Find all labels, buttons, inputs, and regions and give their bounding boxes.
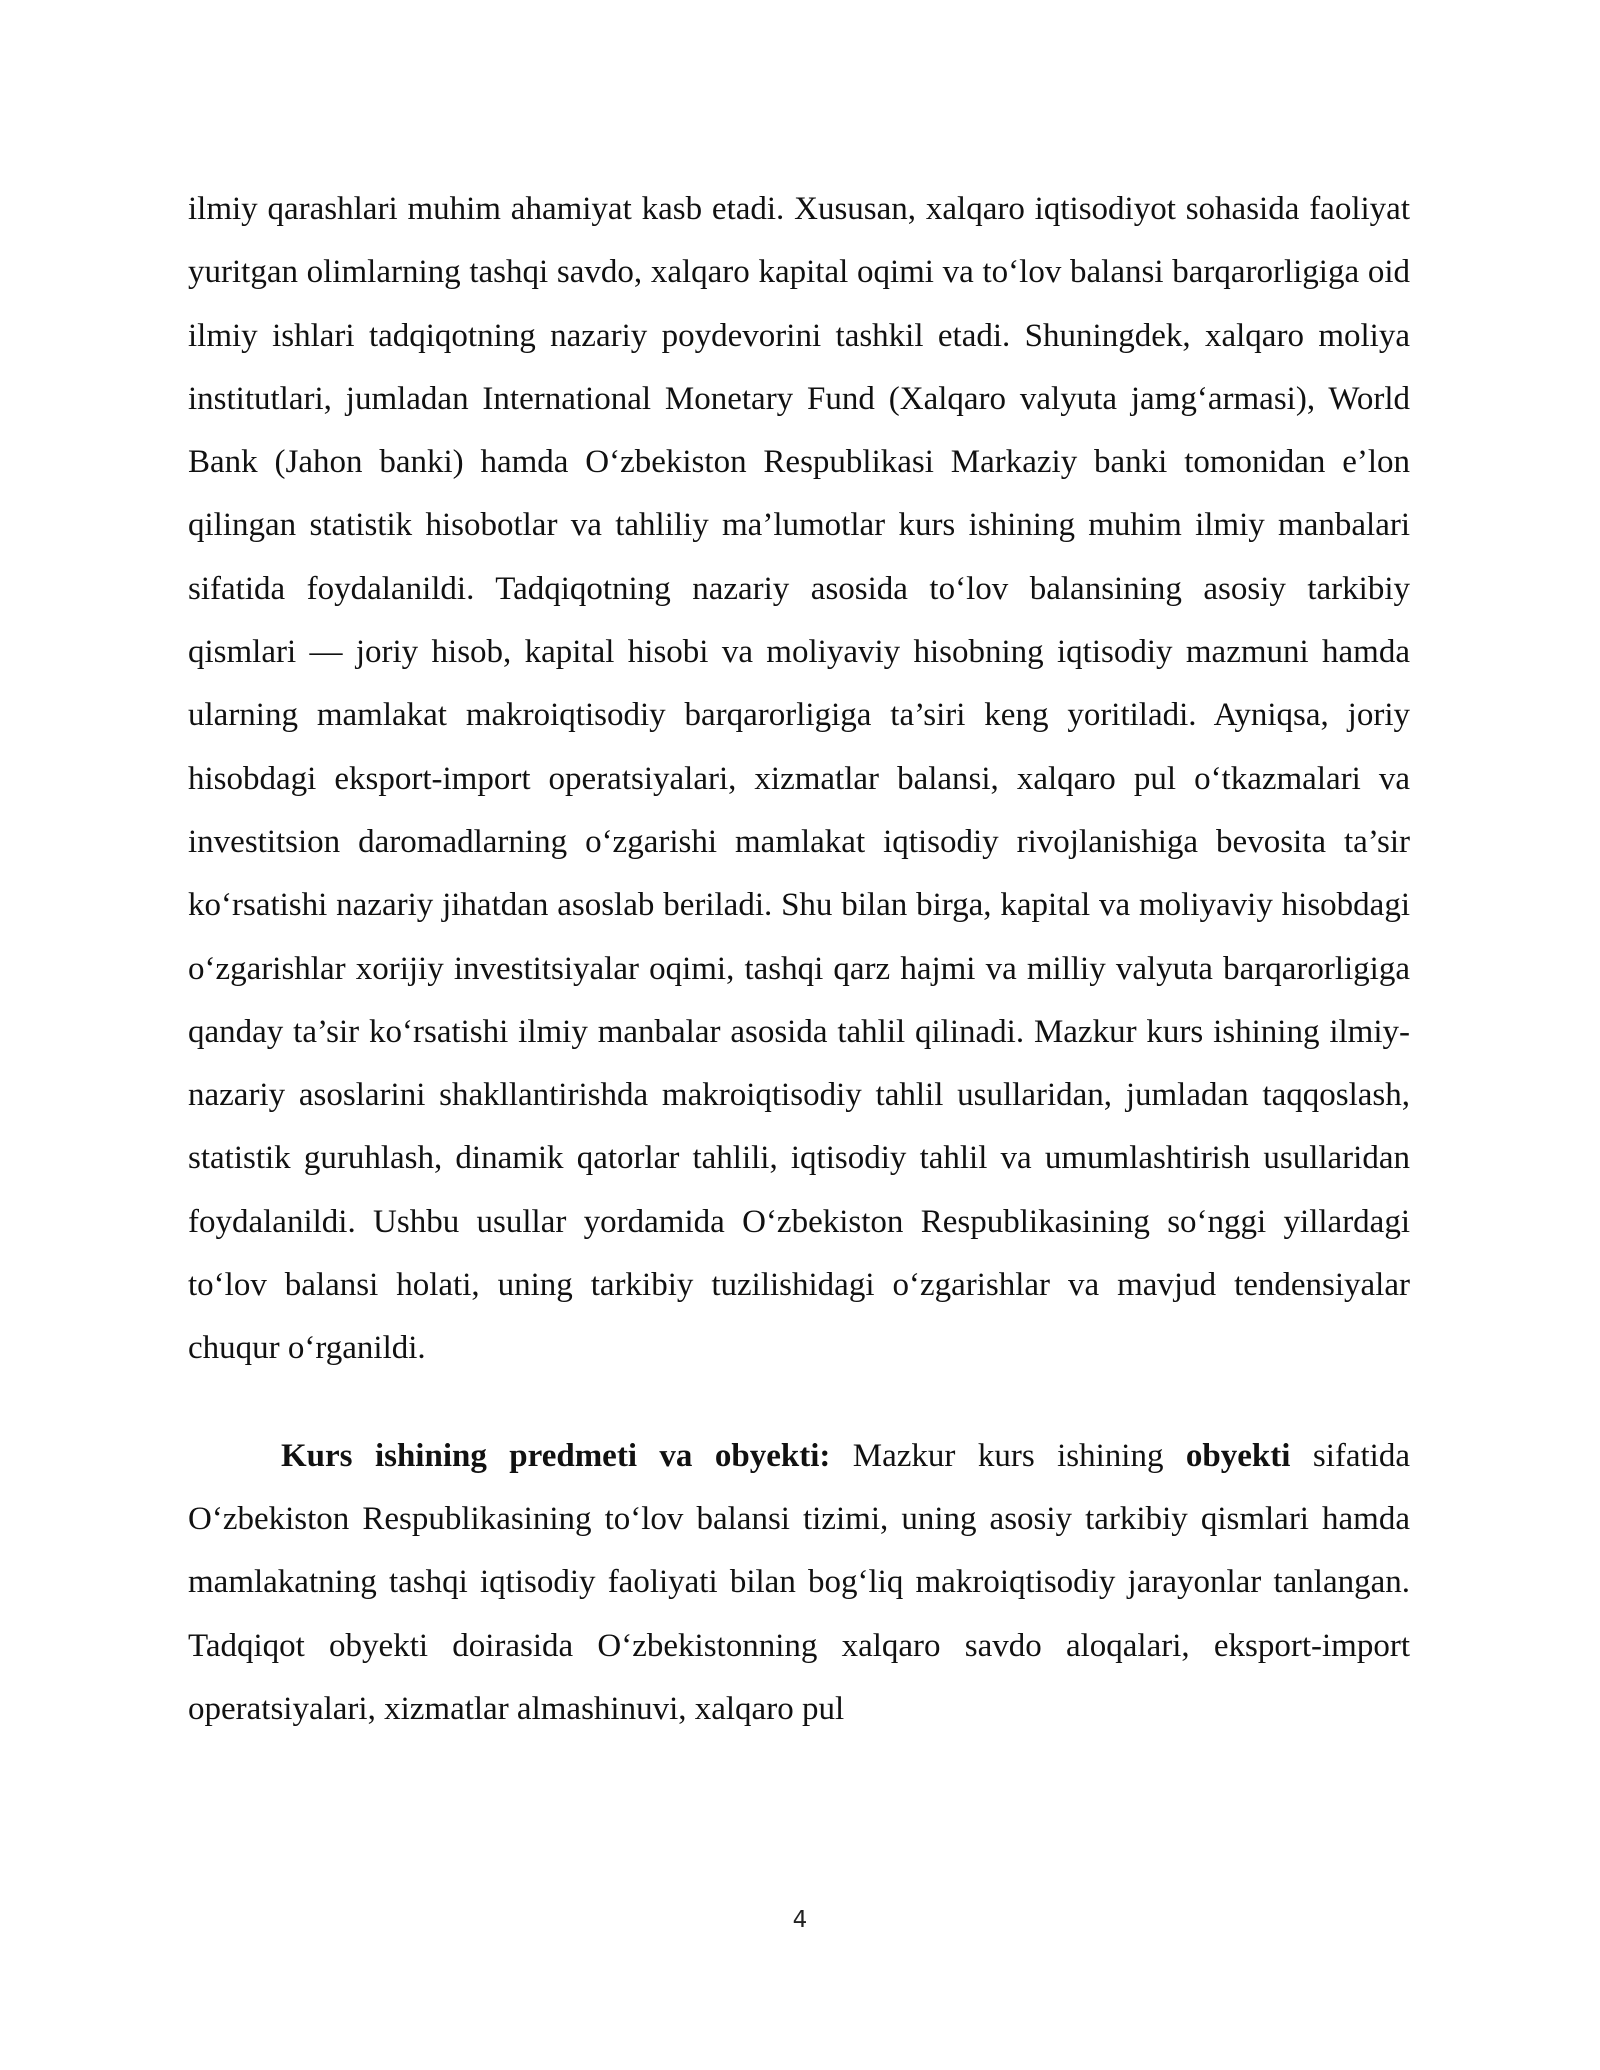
paragraph-subject-object	[188, 1425, 1410, 1741]
page-number: 4	[792, 1907, 808, 1933]
document-body	[188, 178, 1410, 1741]
section-heading-subject-object: Kurs ishining predmeti va obyekti:	[281, 1437, 831, 1474]
paragraph-text-segment: Mazkur kurs ishining	[830, 1437, 1186, 1474]
paragraph-theoretical-basis: ilmiy qarashlari muhim ahamiyat kasb etadi. Xususan, xalqaro iqtisodiyot sohasida faoliyat yuritgan olimlarning tashqi savdo, xalqaro kapital oqimi va to‘lov balansi barqarorligiga oid ilmiy ishlari tadqiqotning nazariy poydevorini tashkil etadi. Shuningdek, xalqaro moliya institutlari, jumladan International Monetary Fund (Xalqaro valyuta jamg‘armasi), World Bank (Jahon banki) hamda O‘zbekiston Respublikasi Markaziy banki tomonidan e’lon qilingan statistik hisobotlar va tahliliy ma’lumotlar kurs ishining muhim ilmiy manbalari sifatida foydalanildi. Tadqiqotning nazariy asosida to‘lov balansining asosiy tarkibiy qismlari — joriy hisob, kapital hisobi va moliyaviy hisobning iqtisodiy mazmuni hamda ularning mamlakat makroiqtisodiy barqarorligiga ta’siri keng yoritiladi. Ayniqsa, joriy hisobdagi eksport-import operatsiyalari, xizmatlar balansi, xalqaro pul o‘tkazmalari va investitsion daromadlarning o‘zgarishi mamlakat iqtisodiy rivojlanishiga bevosita ta’sir ko‘rsatishi nazariy jihatdan asoslab beriladi. Shu bilan birga, kapital va moliyaviy hisobdagi o‘zgarishlar xorijiy investitsiyalar oqimi, tashqi qarz hajmi va milliy valyuta barqarorligiga qanday ta’sir ko‘rsatishi ilmiy manbalar asosida tahlil qilinadi. Mazkur kurs ishining ilmiy-nazariy asoslarini shakllantirishda makroiqtisodiy tahlil usullaridan, jumladan taqqoslash, statistik guruhlash, dinamik qatorlar tahlili, iqtisodiy tahlil va umumlashtirish usullaridan foydalanildi. Ushbu usullar yordamida O‘zbekiston Respublikasining so‘nggi yillardagi to‘lov balansi holati, uning tarkibiy tuzilishidagi o‘zgarishlar va mavjud tendensiyalar chuqur o‘rganildi.	[188, 191, 1410, 1367]
bold-term-obyekti: obyekti	[1185, 1437, 1291, 1474]
paragraph-text-segment: sifatida O‘zbekiston Respublikasining to‘lov balansi tizimi, uning asosiy tarkibiy qismlari hamda mamlakatning tashqi iqtisodiy faoliyati bilan bog‘liq makroiqtisodiy jarayonlar tanlangan. Tadqiqot obyekti doirasida O‘zbekistonning xalqaro savdo aloqalari, eksport-import operatsiyalari, xizmatlar almashinuvi, xalqaro pul	[188, 1437, 1410, 1727]
